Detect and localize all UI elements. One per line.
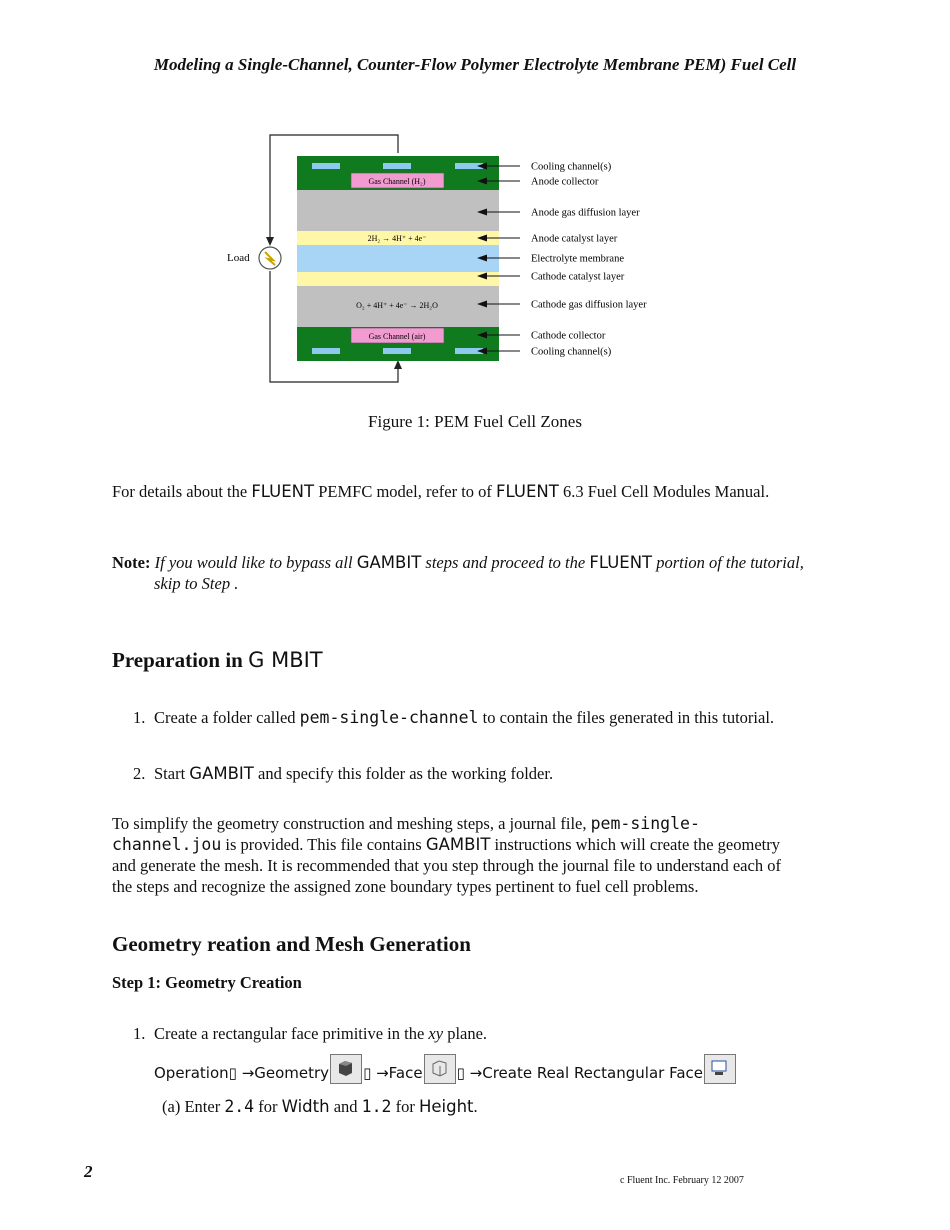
menu-face[interactable]: →Face xyxy=(376,1064,423,1082)
note-label: Note: xyxy=(112,553,151,572)
cooling-channel xyxy=(383,348,411,354)
callout-label: Cathode gas diffusion layer xyxy=(531,299,647,311)
fuel-cell-diagram xyxy=(215,125,685,390)
wire-arrow-up xyxy=(394,360,402,369)
face-icon[interactable] xyxy=(424,1054,456,1084)
cooling-channel xyxy=(312,348,340,354)
cathode-reaction: O₂ + 4H⁺ + 4e⁻ → 2H₂O xyxy=(356,301,438,310)
wire-arrow-down xyxy=(266,237,274,246)
gas-channel-air-label: Gas Channel (air) xyxy=(368,332,426,341)
cathode-catalyst xyxy=(297,272,499,286)
menu-separator: ▯ xyxy=(456,1064,465,1082)
list-item: 2. Start GAMBIT and specify this folder as the working folder. xyxy=(133,764,554,783)
menu-path xyxy=(154,1054,737,1084)
figure-caption: Figure 1: PEM Fuel Cell Zones xyxy=(368,412,582,431)
callout-label: Cooling channel(s) xyxy=(531,161,612,173)
callout-label: Anode gas diffusion layer xyxy=(531,207,640,219)
anode-gdl xyxy=(297,190,499,231)
membrane xyxy=(297,245,499,272)
section-heading-preparation: Preparation in G MBIT xyxy=(112,648,323,672)
label-texts xyxy=(531,162,647,358)
callout-label: Cooling channel(s) xyxy=(531,346,612,358)
anode-reaction: 2H₂ → 4H⁺ + 4e⁻ xyxy=(367,234,427,243)
cooling-channel xyxy=(312,163,340,169)
copyright: c Fluent Inc. February 12 2007 xyxy=(620,1175,744,1186)
cooling-channel xyxy=(383,163,411,169)
sub-list-item: (a) Enter 2.4 for Width and 1.2 for Height. xyxy=(162,1097,478,1116)
running-header: Modeling a Single-Channel, Counter-Flow Polymer Electrolyte Membrane PEM) Fuel Cell xyxy=(153,55,797,74)
callout-label: Cathode catalyst layer xyxy=(531,271,625,283)
callout-label: Anode catalyst layer xyxy=(531,233,618,245)
menu-geometry[interactable]: →Geometry xyxy=(241,1064,330,1082)
rectangular-face-icon[interactable] xyxy=(704,1054,736,1084)
callout-label: Anode collector xyxy=(531,176,599,188)
list-item: 1. Create a folder called pem-single-channel to contain the files generated in this tutorial. xyxy=(133,708,775,727)
callout-label: Electrolyte membrane xyxy=(531,253,624,265)
list-item: 1. Create a rectangular face primitive in the xy plane. xyxy=(133,1024,488,1043)
journal-paragraph: To simplify the geometry construction and meshing steps, a journal file, pem-single-channel.jou is provided. This file contains GAMBIT instructions which will create the geometry and generate the mesh. It is recommended that you step through the journal file to understand each of the steps and recognize the assigned zone boundary types pertinent to fuel cell problems. xyxy=(112,814,781,896)
page-number: 2 xyxy=(84,1162,93,1181)
geometry-icon[interactable] xyxy=(330,1054,362,1084)
menu-create-real-rectangular-face[interactable]: →Create Real Rectangular Face xyxy=(469,1064,703,1082)
section-heading-geometry: Geometry reation and Mesh Generation xyxy=(112,932,471,956)
step-heading: Step 1: Geometry Creation xyxy=(112,973,302,992)
callout-label: Cathode collector xyxy=(531,330,606,342)
menu-separator: ▯ xyxy=(363,1064,372,1082)
load-label: Load xyxy=(227,252,250,264)
menu-operation[interactable]: Operation▯ xyxy=(154,1064,237,1082)
gas-channel-h2-label: Gas Channel (H₂) xyxy=(368,177,426,186)
intro-paragraph: For details about the FLUENT PEMFC model, refer to of FLUENT 6.3 Fuel Cell Modules Manual. xyxy=(112,482,770,501)
note: Note: If you would like to bypass all GAMBIT steps and proceed to the FLUENT portion of the tutorial, skip to Step . xyxy=(112,553,804,593)
